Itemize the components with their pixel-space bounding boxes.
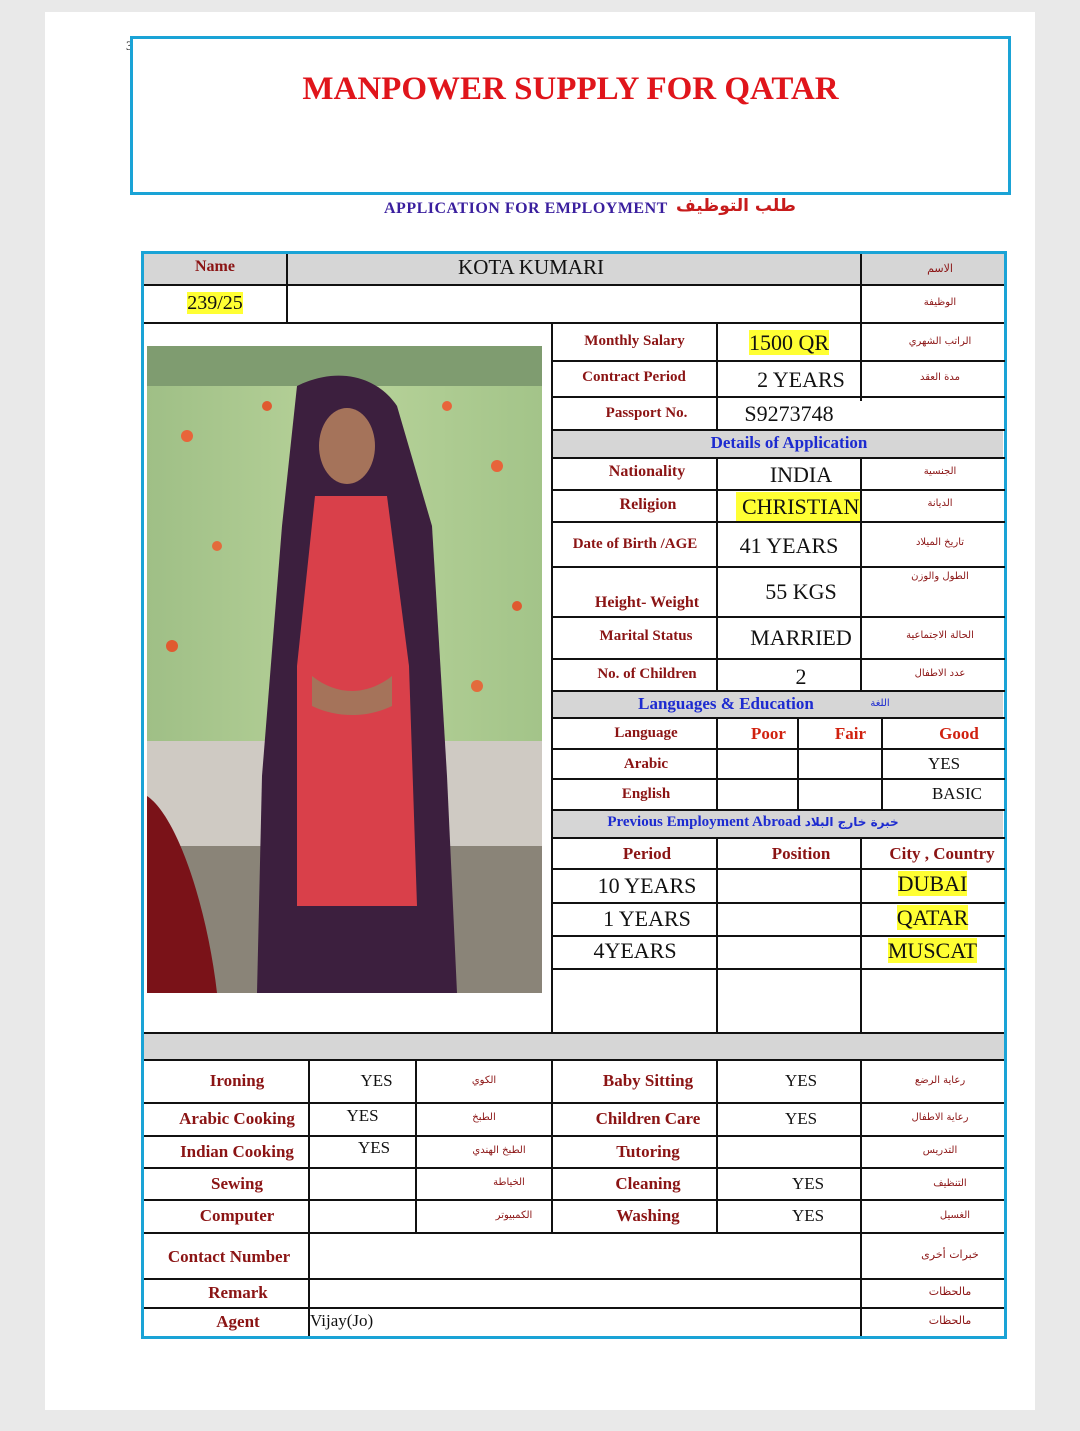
skill-label-ar: الغسيل [939,1210,971,1221]
grid-line [553,968,1005,970]
passport-label: Passport No. [605,405,688,421]
grid-line [144,1059,1004,1061]
grid-line [553,489,1005,491]
grid-line [553,868,1005,870]
language-column-header: Language [614,725,678,741]
skill-label-ar: رعاية الرضع [914,1075,966,1086]
skill-value-children-care: YES [784,1109,818,1128]
language-row-label: Arabic [623,756,669,772]
header-box [130,36,1011,195]
nationality-label-ar: الجنسية [923,466,957,477]
name-value: KOTA KUMARI [458,255,604,279]
skill-label-arabic-cooking: Arabic Cooking [179,1109,295,1128]
monthly-salary-label: Monthly Salary [584,333,685,349]
skill-label-ar: الطبخ الهندي [472,1145,526,1156]
skill-label-tutoring: Tutoring [616,1142,680,1161]
corner-mark: 3 [126,38,133,53]
application-subtitle: APPLICATION FOR EMPLOYMENT [384,200,668,217]
grid-line [553,778,1005,780]
contact-number-label-ar: خبرات أخرى [921,1248,979,1261]
document-title: MANPOWER SUPPLY FOR QATAR [302,71,839,107]
agent-value: Vijay(Jo) [310,1311,374,1330]
grid-line [553,457,1005,459]
employment-period: 1 YEARS [603,906,691,931]
monthly-salary-label-ar: الراتب الشهري [908,336,972,347]
skill-label-washing: Washing [616,1206,680,1225]
grid-line [553,360,1005,362]
monthly-salary-value: 1500 QR [748,330,830,355]
contract-period-label: Contract Period [582,369,686,385]
grid-line [144,1032,1004,1034]
grid-line [144,1102,1004,1104]
skill-value-arabic-cooking: YES [346,1106,379,1125]
remark-label: Remark [208,1283,268,1302]
agent-label-ar: مالحظات [928,1314,972,1327]
grid-line [553,429,1005,431]
grid-line [144,1278,1004,1280]
skill-label-baby-sitting: Baby Sitting [602,1071,694,1090]
employment-city-cell [862,938,1003,964]
grid-line [860,1060,862,1336]
dob-label: Date of Birth /AGE [572,536,698,552]
language-row-good: BASIC [931,784,983,803]
position-column-header: Position [771,844,831,863]
children-value: 2 [795,664,807,689]
applicant-photo [147,346,542,993]
grid-line [553,837,1005,839]
grid-line [553,690,1005,692]
skill-label-indian-cooking: Indian Cooking [180,1142,294,1161]
grid-line [144,1135,1004,1137]
employment-city: MUSCAT [887,938,978,963]
skill-value-baby-sitting: YES [784,1071,818,1090]
skill-label-cleaning: Cleaning [615,1174,681,1193]
poor-column-header: Poor [751,724,786,743]
height-weight-value: 55 KGS [765,579,837,604]
nationality-value: INDIA [769,462,833,487]
grid-line [553,521,1005,523]
children-label: No. of Children [597,666,697,682]
grid-line [716,838,718,1033]
religion-label: Religion [619,496,677,513]
period-column-header: Period [622,844,672,863]
details-heading: Details of Application [710,433,868,452]
skill-label-ar: الكوي [471,1075,497,1086]
contact-number-label: Contact Number [167,1247,291,1266]
contract-period-value: 2 YEARS [757,367,845,392]
ref-label-ar: الوظيفة [923,297,957,308]
grid-line [144,322,1004,324]
grid-line [553,566,1005,568]
children-label-ar: عدد الاطفال [914,668,966,679]
contract-period-label-ar: مدة العقد [920,372,960,383]
fair-column-header: Fair [834,724,867,743]
languages-heading: Languages & Education [638,694,814,713]
grid-line [144,1199,1004,1201]
employment-city-cell [862,871,1003,897]
passport-value: S9273748 [744,401,834,426]
skill-label-ar: التدريس [922,1145,958,1156]
skill-value-washing: YES [791,1206,825,1225]
grid-line [553,658,1005,660]
monthly-salary-cell [718,330,860,356]
grid-line [144,284,1004,286]
skill-label-ar: الخياطة [493,1177,525,1188]
language-row-label: English [621,786,671,802]
agent-label: Agent [216,1312,260,1331]
employment-heading: Previous Employment Abroad [607,814,801,830]
grid-line [860,458,862,690]
skill-label-computer: Computer [199,1206,275,1225]
skill-value-indian-cooking: YES [357,1138,391,1157]
employment-heading-cell [553,814,953,836]
height-weight-label: Height- Weight [594,594,700,611]
language-row-good: YES [927,754,961,773]
skill-label-ar: الكمبيوتر [495,1210,533,1221]
city-country-column-header: City , Country [889,844,995,863]
name-label: Name [195,258,235,275]
employment-city: QATAR [896,905,969,930]
skill-value-cleaning: YES [791,1174,825,1193]
good-column-header: Good [939,724,979,743]
name-label-ar: الاسم [927,262,953,275]
dob-label-ar: تاريخ الميلاد [915,537,965,548]
height-weight-label-ar: الطول والوزن [911,571,969,582]
skills-heading-bg [144,1033,1004,1060]
skill-label-ar: رعاية الاطفال [911,1112,969,1123]
employment-period: 10 YEARS [597,873,697,898]
grid-line [860,838,862,1033]
grid-line [553,396,1005,398]
languages-heading-ar: اللغة [870,698,890,709]
skill-label-children-care: Children Care [595,1109,701,1128]
skill-label-ironing: Ironing [209,1071,265,1090]
grid-line [553,935,1005,937]
dob-value: 41 YEARS [739,533,839,558]
marital-status-value: MARRIED [750,625,852,650]
employment-city: DUBAI [897,871,968,896]
skill-label-ar: الطبخ [472,1112,496,1123]
skill-label-ar: التنظيف [933,1178,967,1189]
remark-label-ar: مالحظات [928,1285,972,1298]
religion-value: CHRISTIAN [736,492,860,521]
grid-line [553,809,1005,811]
employment-period: 4YEARS [593,938,677,963]
employment-city-cell [862,905,1003,931]
skill-value-ironing: YES [360,1071,393,1090]
employment-heading-ar: خبرة خارج البلاد [804,815,899,829]
marital-status-label-ar: الحالة الاجتماعية [906,630,974,641]
grid-line [553,902,1005,904]
religion-cell [736,492,860,521]
grid-line [716,458,718,690]
application-subtitle-ar: طلب التوظيف [676,196,796,216]
nationality-label: Nationality [608,463,686,480]
grid-line [144,1232,1004,1234]
reference-number-cell [144,292,286,315]
reference-number: 239/25 [187,292,243,314]
grid-line [144,1167,1004,1169]
skill-label-sewing: Sewing [211,1174,263,1193]
grid-line [553,748,1005,750]
religion-label-ar: الديانة [927,498,953,509]
grid-line [144,1307,1004,1309]
grid-line [553,616,1005,618]
grid-line [553,717,1005,719]
marital-status-label: Marital Status [599,628,693,644]
